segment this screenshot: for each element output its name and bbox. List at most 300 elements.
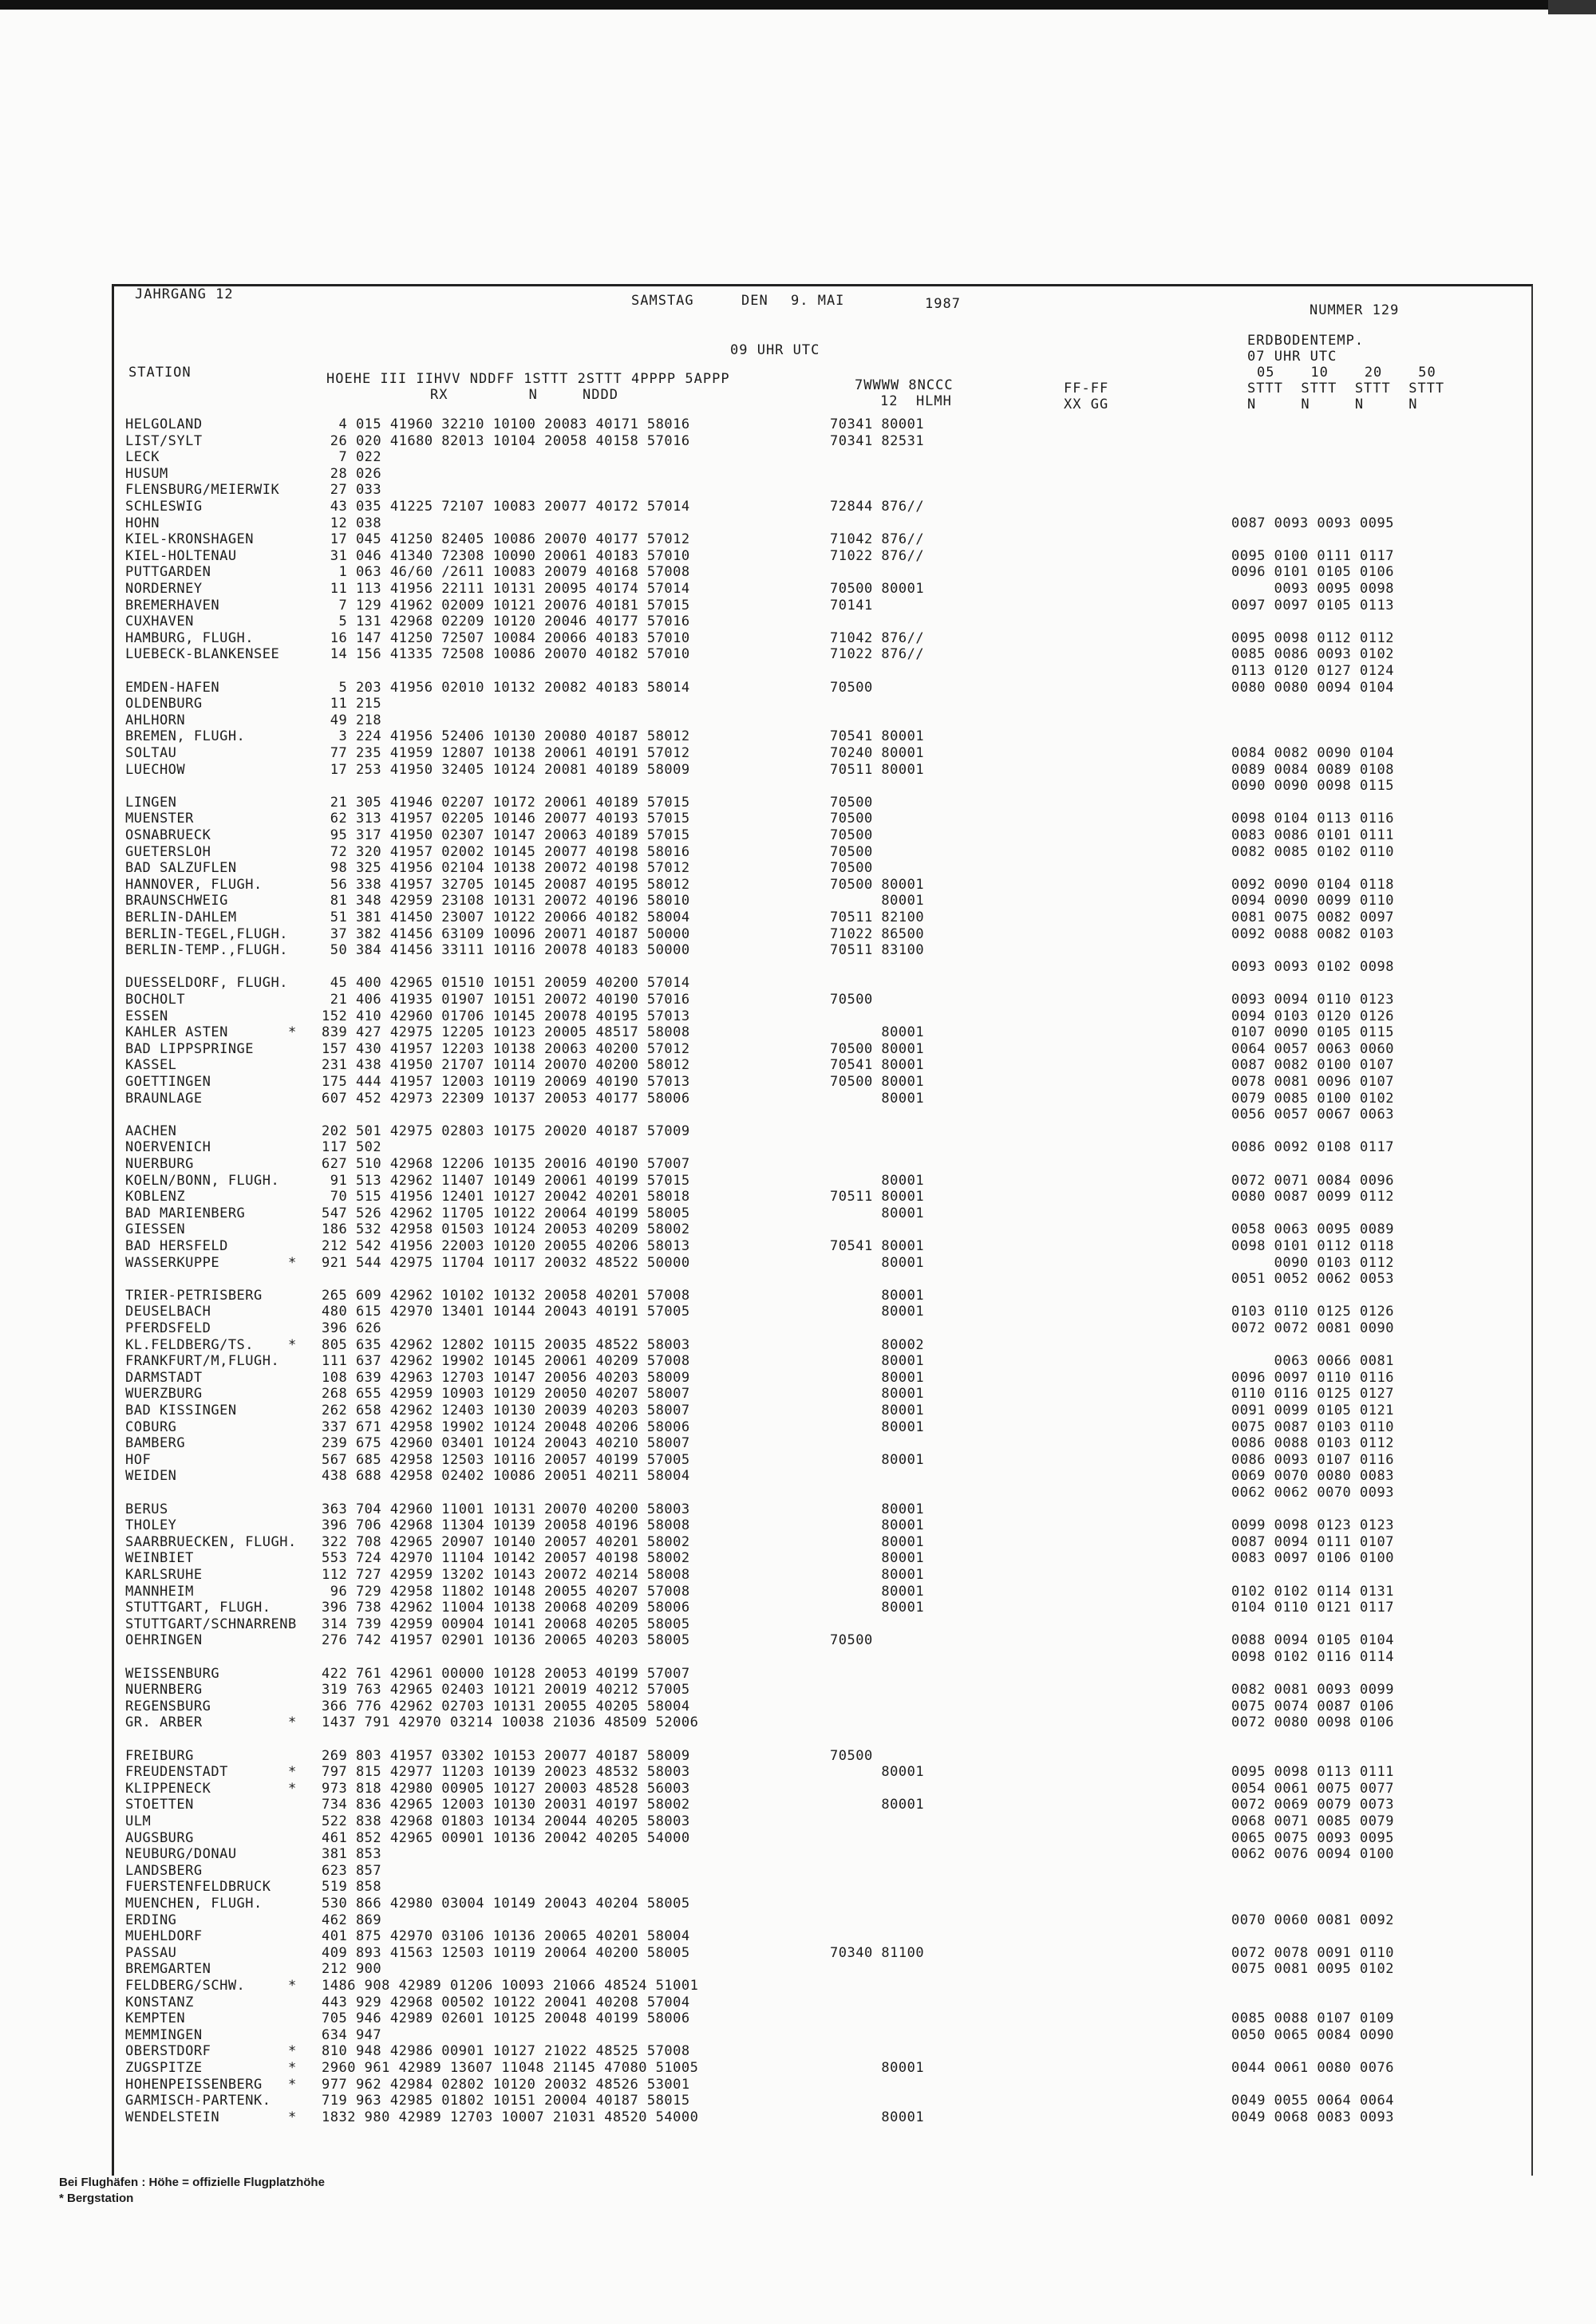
soil-temperature-values: 0072 0071 0084 0096 bbox=[1231, 1172, 1394, 1189]
measurement-columns: HOEHE III IIHVV NDDFF 1STTT 2STTT 4PPPP 5APPP bbox=[326, 371, 730, 387]
soil-temperature-values: 0082 0085 0102 0110 bbox=[1231, 843, 1394, 860]
station-name: SAARBRUECKEN, FLUGH. bbox=[125, 1533, 297, 1550]
soil-temperature-values: 0049 0068 0083 0093 bbox=[1231, 2109, 1394, 2125]
soil-temp-n: N N N N bbox=[1247, 397, 1418, 412]
station-name: FLENSBURG/MEIERWIK bbox=[125, 482, 280, 499]
soil-temperature-values: 0093 0095 0098 bbox=[1231, 581, 1394, 597]
station-name: LUEBECK-BLANKENSEE bbox=[125, 646, 280, 663]
cloud-values: 80001 bbox=[830, 1451, 925, 1468]
cloud-values: 70511 80001 bbox=[830, 1189, 925, 1205]
synop-values: 77 235 41959 12807 10138 20061 40191 57012 bbox=[322, 745, 690, 761]
synop-values: 1486 908 42989 01206 10093 21066 48524 51001 bbox=[322, 1978, 699, 1994]
synop-values: 319 763 42965 02403 10121 20019 40212 57005 bbox=[322, 1682, 690, 1699]
station-name: HOF bbox=[125, 1451, 152, 1468]
station-name: MANNHEIM bbox=[125, 1583, 194, 1600]
synop-values: 1832 980 42989 12703 10007 21031 48520 54000 bbox=[322, 2109, 699, 2125]
station-name: KL.FELDBERG/TS. bbox=[125, 1336, 255, 1353]
synop-values: 14 156 41335 72508 10086 20070 40182 57010 bbox=[322, 646, 690, 663]
station-name: BAD HERSFELD bbox=[125, 1238, 228, 1254]
cloud-values: 80001 bbox=[830, 893, 925, 909]
cloud-columns-sub: 12 HLMH bbox=[880, 393, 952, 409]
station-name: LUECHOW bbox=[125, 761, 186, 778]
soil-temperature-values: 0104 0110 0121 0117 bbox=[1231, 1600, 1394, 1616]
soil-temp-time: 07 UHR UTC bbox=[1247, 349, 1337, 365]
cloud-values: 80001 bbox=[830, 1304, 925, 1320]
cloud-values: 80001 bbox=[830, 1205, 925, 1221]
station-name: KOELN/BONN, FLUGH. bbox=[125, 1172, 280, 1189]
soil-temperature-values: 0093 0094 0110 0123 bbox=[1231, 992, 1394, 1008]
station-name: ESSEN bbox=[125, 1008, 168, 1024]
soil-temperature-values: 0075 0087 0103 0110 bbox=[1231, 1418, 1394, 1435]
cloud-values: 80001 bbox=[830, 2060, 925, 2076]
synop-values: 5 131 42968 02209 10120 20046 40177 57016 bbox=[322, 614, 690, 630]
station-name: WENDELSTEIN bbox=[125, 2109, 220, 2125]
cloud-values: 70541 80001 bbox=[830, 1238, 925, 1254]
station-name: STOETTEN bbox=[125, 1797, 194, 1813]
station-name: ULM bbox=[125, 1813, 152, 1829]
synop-values: 396 626 bbox=[322, 1320, 382, 1336]
soil-temperature-values: 0085 0086 0093 0102 bbox=[1231, 646, 1394, 663]
cloud-values: 70541 80001 bbox=[830, 728, 925, 745]
soil-temperature-values: 0050 0065 0084 0090 bbox=[1231, 2026, 1394, 2043]
mountain-marker: * bbox=[288, 1780, 297, 1797]
station-name: BAD KISSINGEN bbox=[125, 1403, 237, 1418]
synop-values: 839 427 42975 12205 10123 20005 48517 58008 bbox=[322, 1024, 690, 1041]
synop-values: 1437 791 42970 03214 10038 21036 48509 52006 bbox=[322, 1714, 699, 1731]
station-name: DEUSELBACH bbox=[125, 1304, 211, 1320]
synop-values: 4 015 41960 32210 10100 20083 40171 58016 bbox=[322, 416, 690, 432]
cloud-values: 70511 83100 bbox=[830, 942, 925, 959]
synop-values: 112 727 42959 13202 10143 20072 40214 58008 bbox=[322, 1567, 690, 1583]
synop-values: 62 313 41957 02205 10146 20077 40193 57015 bbox=[322, 811, 690, 827]
synop-values: 26 020 41680 82013 10104 20058 40158 57016 bbox=[322, 432, 690, 449]
cloud-values: 80001 bbox=[830, 1567, 925, 1583]
synop-values: 381 853 bbox=[322, 1846, 382, 1863]
station-column-label: STATION bbox=[128, 365, 192, 381]
wind-gust-columns-sub: XX GG bbox=[1064, 397, 1109, 412]
synop-values: 269 803 41957 03302 10153 20077 40187 58009 bbox=[322, 1747, 690, 1764]
cloud-values: 80001 bbox=[830, 1550, 925, 1567]
synop-values: 108 639 42963 12703 10147 20056 40203 58009 bbox=[322, 1369, 690, 1386]
soil-temperature-values: 0078 0081 0096 0107 bbox=[1231, 1074, 1394, 1090]
synop-values: 268 655 42959 10903 10129 20050 40207 58007 bbox=[322, 1386, 690, 1403]
synop-values: 21 305 41946 02207 10172 20061 40189 57015 bbox=[322, 794, 690, 811]
soil-temp-title: ERDBODENTEMP. bbox=[1247, 333, 1365, 349]
station-name: NEUBURG/DONAU bbox=[125, 1846, 237, 1863]
synop-values: 396 706 42968 11304 10139 20058 40196 58008 bbox=[322, 1517, 690, 1534]
synop-values: 461 852 42965 00901 10136 20042 40205 54000 bbox=[322, 1829, 690, 1846]
soil-temperature-values: 0086 0088 0103 0112 bbox=[1231, 1435, 1394, 1452]
synop-values: 276 742 41957 02901 10136 20065 40203 58005 bbox=[322, 1632, 690, 1649]
soil-temperature-values: 0058 0063 0095 0089 bbox=[1231, 1221, 1394, 1238]
synop-values: 49 218 bbox=[322, 712, 382, 728]
synop-values: 91 513 42962 11407 10149 20061 40199 57015 bbox=[322, 1172, 690, 1189]
station-name: STUTTGART, FLUGH. bbox=[125, 1600, 271, 1616]
wind-gust-columns: FF-FF bbox=[1064, 381, 1109, 397]
synop-values: 530 866 42980 03004 10149 20043 40204 58005 bbox=[322, 1896, 690, 1912]
soil-temperature-values: 0092 0090 0104 0118 bbox=[1231, 876, 1394, 893]
station-name: MEMMINGEN bbox=[125, 2026, 203, 2043]
soil-temperature-values: 0107 0090 0105 0115 bbox=[1231, 1024, 1394, 1041]
soil-temperature-values: 0063 0066 0081 bbox=[1231, 1353, 1394, 1370]
cloud-values: 70500 bbox=[830, 860, 873, 877]
station-name: BRAUNSCHWEIG bbox=[125, 893, 228, 909]
soil-temperature-values: 0096 0097 0110 0116 bbox=[1231, 1369, 1394, 1386]
soil-temp-depths: 05 10 20 50 bbox=[1257, 365, 1436, 381]
cloud-values: 71042 876// bbox=[830, 531, 925, 548]
soil-temperature-values: 0069 0070 0080 0083 bbox=[1231, 1468, 1394, 1485]
station-name: SCHLESWIG bbox=[125, 499, 203, 515]
cloud-values: 70500 bbox=[830, 679, 873, 696]
soil-temperature-values: 0064 0057 0063 0060 bbox=[1231, 1040, 1394, 1057]
soil-temperature-values: 0087 0093 0093 0095 bbox=[1231, 515, 1394, 531]
footer-mountain-note: * Bergstation bbox=[59, 2192, 134, 2205]
synop-values: 438 688 42958 02402 10086 20051 40211 58004 bbox=[322, 1468, 690, 1485]
cloud-values: 71022 876// bbox=[830, 646, 925, 663]
soil-temperature-values: 0082 0081 0093 0099 bbox=[1231, 1682, 1394, 1699]
cloud-values: 80001 bbox=[830, 1533, 925, 1550]
soil-temperature-values: 0095 0098 0113 0111 bbox=[1231, 1764, 1394, 1781]
synop-values: 921 544 42975 11704 10117 20032 48522 50000 bbox=[322, 1254, 690, 1271]
station-name: GOETTINGEN bbox=[125, 1074, 211, 1090]
cloud-values: 70500 bbox=[830, 794, 873, 811]
synop-values: 265 609 42962 10102 10132 20058 40201 57008 bbox=[322, 1287, 690, 1304]
station-name: ERDING bbox=[125, 1912, 177, 1928]
station-name: GR. ARBER bbox=[125, 1714, 203, 1731]
station-name: WASSERKUPPE bbox=[125, 1254, 220, 1271]
synop-values: 17 045 41250 82405 10086 20070 40177 57012 bbox=[322, 531, 690, 548]
station-name: WEISSENBURG bbox=[125, 1665, 220, 1682]
cloud-values: 72844 876// bbox=[830, 499, 925, 515]
station-name: BAMBERG bbox=[125, 1435, 186, 1452]
soil-temperature-values: 0062 0076 0094 0100 bbox=[1231, 1846, 1394, 1863]
soil-temperature-values: 0056 0057 0067 0063 bbox=[1231, 1107, 1394, 1123]
cloud-values: 70500 bbox=[830, 827, 873, 843]
issue-number: NUMMER 129 bbox=[1310, 302, 1400, 318]
synop-values: 519 858 bbox=[322, 1879, 382, 1896]
station-name: GUETERSLOH bbox=[125, 843, 211, 860]
cloud-values: 70500 bbox=[830, 992, 873, 1008]
station-name: KLIPPENECK bbox=[125, 1780, 211, 1797]
station-name: KIEL-KRONSHAGEN bbox=[125, 531, 255, 548]
cloud-columns: 7WWWW 8NCCC bbox=[855, 377, 954, 393]
synop-values: 2960 961 42989 13607 11048 21145 47080 51005 bbox=[322, 2060, 699, 2076]
date: 9. MAI bbox=[791, 293, 845, 309]
station-name: MUENSTER bbox=[125, 811, 194, 827]
jahrgang: JAHRGANG 12 bbox=[135, 286, 234, 302]
synop-values: 805 635 42962 12802 10115 20035 48522 58003 bbox=[322, 1336, 690, 1353]
station-name: GARMISCH-PARTENK. bbox=[125, 2093, 271, 2109]
synop-values: 7 022 bbox=[322, 449, 382, 466]
cloud-values: 80001 bbox=[830, 1024, 925, 1041]
synop-values: 705 946 42989 02601 10125 20048 40199 58006 bbox=[322, 2010, 690, 2027]
cloud-values: 70500 80001 bbox=[830, 1074, 925, 1090]
soil-temperature-values: 0110 0116 0125 0127 bbox=[1231, 1386, 1394, 1403]
soil-temperature-values: 0090 0103 0112 bbox=[1231, 1254, 1394, 1271]
synop-values: 262 658 42962 12403 10130 20039 40203 58007 bbox=[322, 1403, 690, 1418]
station-name: MUEHLDORF bbox=[125, 1928, 203, 1945]
cloud-values: 70240 80001 bbox=[830, 745, 925, 761]
soil-temperature-values: 0097 0097 0105 0113 bbox=[1231, 597, 1394, 614]
mountain-marker: * bbox=[288, 1024, 297, 1041]
cloud-values: 80001 bbox=[830, 1369, 925, 1386]
soil-temperature-values: 0098 0102 0116 0114 bbox=[1231, 1649, 1394, 1665]
synop-values: 98 325 41956 02104 10138 20072 40198 57012 bbox=[322, 860, 690, 877]
cloud-values: 80001 bbox=[830, 1418, 925, 1435]
station-name: PUTTGARDEN bbox=[125, 564, 211, 581]
synop-values: 45 400 42965 01510 10151 20059 40200 57014 bbox=[322, 975, 690, 992]
soil-temperature-values: 0065 0075 0093 0095 bbox=[1231, 1829, 1394, 1846]
synop-values: 239 675 42960 03401 10124 20043 40210 58007 bbox=[322, 1435, 690, 1452]
station-name: BOCHOLT bbox=[125, 992, 186, 1008]
synop-values: 553 724 42970 11104 10142 20057 40198 58002 bbox=[322, 1550, 690, 1567]
soil-temperature-values: 0072 0078 0091 0110 bbox=[1231, 1944, 1394, 1961]
station-name: AHLHORN bbox=[125, 712, 186, 728]
footer-airport-note: Bei Flughäfen : Höhe = offizielle Flugplatzhöhe bbox=[59, 2176, 325, 2189]
soil-temp-stt: STTT STTT STTT STTT bbox=[1247, 381, 1445, 397]
soil-temperature-values: 0095 0100 0111 0117 bbox=[1231, 547, 1394, 564]
station-name: LANDSBERG bbox=[125, 1862, 203, 1879]
soil-temperature-values: 0049 0055 0064 0064 bbox=[1231, 2093, 1394, 2109]
cloud-values: 80002 bbox=[830, 1336, 925, 1353]
synop-values: 70 515 41956 12401 10127 20042 40201 58018 bbox=[322, 1189, 690, 1205]
synop-values: 734 836 42965 12003 10130 20031 40197 58002 bbox=[322, 1797, 690, 1813]
soil-temperature-values: 0088 0094 0105 0104 bbox=[1231, 1632, 1394, 1649]
synop-values: 522 838 42968 01803 10134 20044 40205 58003 bbox=[322, 1813, 690, 1829]
soil-temperature-values: 0098 0101 0112 0118 bbox=[1231, 1238, 1394, 1254]
soil-temperature-values: 0090 0090 0098 0115 bbox=[1231, 778, 1394, 795]
synop-values: 50 384 41456 33111 10116 20078 40183 50000 bbox=[322, 942, 690, 959]
soil-temperature-values: 0062 0062 0070 0093 bbox=[1231, 1485, 1394, 1501]
cloud-values: 80001 bbox=[830, 1386, 925, 1403]
synop-values: 462 869 bbox=[322, 1912, 382, 1928]
cloud-values: 80001 bbox=[830, 1353, 925, 1370]
mountain-marker: * bbox=[288, 1978, 297, 1994]
station-name: OBERSTDORF bbox=[125, 2043, 211, 2060]
station-name: BERLIN-TEMP.,FLUGH. bbox=[125, 942, 288, 959]
station-name: WEIDEN bbox=[125, 1468, 177, 1485]
observation-time: 09 UHR UTC bbox=[730, 342, 820, 358]
station-name: AACHEN bbox=[125, 1123, 177, 1139]
soil-temperature-values: 0098 0104 0113 0116 bbox=[1231, 811, 1394, 827]
cloud-values: 80001 bbox=[830, 1403, 925, 1418]
station-name: KARLSRUHE bbox=[125, 1567, 203, 1583]
soil-temperature-values: 0081 0075 0082 0097 bbox=[1231, 909, 1394, 925]
station-name: COBURG bbox=[125, 1418, 177, 1435]
soil-temperature-values: 0089 0084 0089 0108 bbox=[1231, 761, 1394, 778]
synop-values: 43 035 41225 72107 10083 20077 40172 57014 bbox=[322, 499, 690, 515]
synop-values: 409 893 41563 12503 10119 20064 40200 58005 bbox=[322, 1944, 690, 1961]
station-name: BREMERHAVEN bbox=[125, 597, 220, 614]
station-name: KOBLENZ bbox=[125, 1189, 186, 1205]
cloud-values: 71022 876// bbox=[830, 547, 925, 564]
mountain-marker: * bbox=[288, 1336, 297, 1353]
station-name: HOHENPEISSENBERG bbox=[125, 2076, 263, 2093]
station-name: FREIBURG bbox=[125, 1747, 194, 1764]
synop-values: 401 875 42970 03106 10136 20065 40201 58004 bbox=[322, 1928, 690, 1945]
station-name: FREUDENSTADT bbox=[125, 1764, 228, 1781]
soil-temperature-values: 0095 0098 0112 0112 bbox=[1231, 629, 1394, 646]
synop-values: 186 532 42958 01503 10124 20053 40209 58002 bbox=[322, 1221, 690, 1238]
station-name: FRANKFURT/M,FLUGH. bbox=[125, 1353, 280, 1370]
station-name: BRAUNLAGE bbox=[125, 1090, 203, 1107]
station-name: KEMPTEN bbox=[125, 2010, 186, 2027]
soil-temperature-values: 0083 0097 0106 0100 bbox=[1231, 1550, 1394, 1567]
station-name: FUERSTENFELDBRUCK bbox=[125, 1879, 271, 1896]
soil-temperature-values: 0070 0060 0081 0092 bbox=[1231, 1912, 1394, 1928]
synop-values: 72 320 41957 02002 10145 20077 40198 58016 bbox=[322, 843, 690, 860]
station-name: BAD SALZUFLEN bbox=[125, 860, 237, 877]
synop-values: 111 637 42962 19902 10145 20061 40209 57008 bbox=[322, 1353, 690, 1370]
station-name: KAHLER ASTEN bbox=[125, 1024, 228, 1041]
soil-temperature-values: 0054 0061 0075 0077 bbox=[1231, 1780, 1394, 1797]
cloud-values: 70500 bbox=[830, 843, 873, 860]
soil-temperature-values: 0103 0110 0125 0126 bbox=[1231, 1304, 1394, 1320]
station-name: HANNOVER, FLUGH. bbox=[125, 876, 263, 893]
synop-values: 627 510 42968 12206 10135 20016 40190 57007 bbox=[322, 1156, 690, 1172]
mountain-marker: * bbox=[288, 1764, 297, 1781]
cloud-values: 70500 bbox=[830, 1632, 873, 1649]
synop-values: 422 761 42961 00000 10128 20053 40199 57007 bbox=[322, 1665, 690, 1682]
station-name: HAMBURG, FLUGH. bbox=[125, 629, 255, 646]
soil-temperature-values: 0075 0074 0087 0106 bbox=[1231, 1698, 1394, 1714]
synop-values: 1 063 46/60 /2611 10083 20079 40168 57008 bbox=[322, 564, 690, 581]
synop-values: 973 818 42980 00905 10127 20003 48528 56003 bbox=[322, 1780, 690, 1797]
station-name: EMDEN-HAFEN bbox=[125, 679, 220, 696]
synop-values: 719 963 42985 01802 10151 20004 40187 58015 bbox=[322, 2093, 690, 2109]
synop-values: 157 430 41957 12203 10138 20063 40200 57012 bbox=[322, 1040, 690, 1057]
station-name: DARMSTADT bbox=[125, 1369, 203, 1386]
soil-temperature-values: 0080 0087 0099 0112 bbox=[1231, 1189, 1394, 1205]
soil-temperature-values: 0113 0120 0127 0124 bbox=[1231, 663, 1394, 679]
cloud-values: 70500 80001 bbox=[830, 1040, 925, 1057]
cloud-values: 80001 bbox=[830, 1583, 925, 1600]
station-name: LIST/SYLT bbox=[125, 432, 203, 449]
cloud-values: 70500 bbox=[830, 1747, 873, 1764]
soil-temperature-values: 0072 0072 0081 0090 bbox=[1231, 1320, 1394, 1336]
mountain-marker: * bbox=[288, 2076, 297, 2093]
mountain-marker: * bbox=[288, 1714, 297, 1731]
soil-temperature-values: 0044 0061 0080 0076 bbox=[1231, 2060, 1394, 2076]
soil-temperature-values: 0092 0088 0082 0103 bbox=[1231, 925, 1394, 942]
soil-temperature-values: 0099 0098 0123 0123 bbox=[1231, 1517, 1394, 1534]
synop-values: 314 739 42959 00904 10141 20068 40205 58005 bbox=[322, 1616, 690, 1632]
synop-values: 11 215 bbox=[322, 696, 382, 712]
cloud-values: 70341 80001 bbox=[830, 416, 925, 432]
mountain-marker: * bbox=[288, 1254, 297, 1271]
station-name: CUXHAVEN bbox=[125, 614, 194, 630]
station-name: AUGSBURG bbox=[125, 1829, 194, 1846]
cloud-values: 70500 80001 bbox=[830, 581, 925, 597]
station-name: SOLTAU bbox=[125, 745, 177, 761]
synop-values: 607 452 42973 22309 10137 20053 40177 58006 bbox=[322, 1090, 690, 1107]
station-name: FELDBERG/SCHW. bbox=[125, 1978, 246, 1994]
soil-temperature-values: 0084 0082 0090 0104 bbox=[1231, 745, 1394, 761]
scan-edge bbox=[0, 0, 1596, 10]
cloud-values: 80001 bbox=[830, 1764, 925, 1781]
station-name: KIEL-HOLTENAU bbox=[125, 547, 237, 564]
cloud-values: 70141 bbox=[830, 597, 873, 614]
synop-values: 117 502 bbox=[322, 1139, 382, 1156]
cloud-values: 70541 80001 bbox=[830, 1057, 925, 1074]
cloud-values: 70341 82531 bbox=[830, 432, 925, 449]
synop-values: 231 438 41950 21707 10114 20070 40200 58012 bbox=[322, 1057, 690, 1074]
station-name: HOHN bbox=[125, 515, 160, 531]
station-name: BAD MARIENBERG bbox=[125, 1205, 246, 1221]
cloud-values: 70511 80001 bbox=[830, 761, 925, 778]
synop-values: 977 962 42984 02802 10120 20032 48526 53001 bbox=[322, 2076, 690, 2093]
soil-temperature-values: 0051 0052 0062 0053 bbox=[1231, 1271, 1394, 1288]
station-name: BREMGARTEN bbox=[125, 1961, 211, 1978]
station-name: BREMEN, FLUGH. bbox=[125, 728, 246, 745]
soil-temperature-values: 0072 0080 0098 0106 bbox=[1231, 1714, 1394, 1731]
station-name: DUESSELDORF, FLUGH. bbox=[125, 975, 288, 992]
synop-values: 480 615 42970 13401 10144 20043 40191 57005 bbox=[322, 1304, 690, 1320]
station-name: GIESSEN bbox=[125, 1221, 186, 1238]
station-name: HUSUM bbox=[125, 465, 168, 482]
synop-values: 21 406 41935 01907 10151 20072 40190 57016 bbox=[322, 992, 690, 1008]
synop-values: 443 929 42968 00502 10122 20041 40208 57004 bbox=[322, 1994, 690, 2010]
synop-values: 27 033 bbox=[322, 482, 382, 499]
station-name: WUERZBURG bbox=[125, 1386, 203, 1403]
synop-values: 366 776 42962 02703 10131 20055 40205 58004 bbox=[322, 1698, 690, 1714]
soil-temperature-values: 0094 0103 0120 0126 bbox=[1231, 1008, 1394, 1024]
soil-temperature-values: 0087 0082 0100 0107 bbox=[1231, 1057, 1394, 1074]
cloud-values: 80001 bbox=[830, 1090, 925, 1107]
station-name: KONSTANZ bbox=[125, 1994, 194, 2010]
soil-temperature-values: 0085 0088 0107 0109 bbox=[1231, 2010, 1394, 2027]
soil-temperature-values: 0087 0094 0111 0107 bbox=[1231, 1533, 1394, 1550]
station-name: KASSEL bbox=[125, 1057, 177, 1074]
station-name: OSNABRUECK bbox=[125, 827, 211, 843]
synop-values: 28 026 bbox=[322, 465, 382, 482]
station-name: PFERDSFELD bbox=[125, 1320, 211, 1336]
station-name: WEINBIET bbox=[125, 1550, 194, 1567]
station-name: HELGOLAND bbox=[125, 416, 203, 432]
station-name: BAD LIPPSPRINGE bbox=[125, 1040, 255, 1057]
synop-values: 363 704 42960 11001 10131 20070 40200 58003 bbox=[322, 1501, 690, 1517]
soil-temperature-values: 0086 0092 0108 0117 bbox=[1231, 1139, 1394, 1156]
station-name: BERLIN-DAHLEM bbox=[125, 909, 237, 925]
cloud-values: 70500 80001 bbox=[830, 876, 925, 893]
soil-temperature-values: 0068 0071 0085 0079 bbox=[1231, 1813, 1394, 1829]
soil-temperature-values: 0091 0099 0105 0121 bbox=[1231, 1403, 1394, 1418]
synop-values: 31 046 41340 72308 10090 20061 40183 57010 bbox=[322, 547, 690, 564]
cloud-values: 70340 81100 bbox=[830, 1944, 925, 1961]
report-sheet bbox=[112, 284, 1533, 2176]
cloud-values: 80001 bbox=[830, 1600, 925, 1616]
synop-values: 152 410 42960 01706 10145 20078 40195 57013 bbox=[322, 1008, 690, 1024]
station-name: STUTTGART/SCHNARRENB bbox=[125, 1616, 297, 1632]
station-name: LINGEN bbox=[125, 794, 177, 811]
station-name: REGENSBURG bbox=[125, 1698, 211, 1714]
station-name: OLDENBURG bbox=[125, 696, 203, 712]
synop-values: 16 147 41250 72507 10084 20066 40183 57010 bbox=[322, 629, 690, 646]
cloud-values: 71042 876// bbox=[830, 629, 925, 646]
soil-temperature-values: 0096 0101 0105 0106 bbox=[1231, 564, 1394, 581]
cloud-values: 80001 bbox=[830, 1172, 925, 1189]
station-name: NUERBURG bbox=[125, 1156, 194, 1172]
mountain-marker: * bbox=[288, 2060, 297, 2076]
synop-values: 623 857 bbox=[322, 1862, 382, 1879]
synop-values: 810 948 42986 00901 10127 21022 48525 57008 bbox=[322, 2043, 690, 2060]
den-label: DEN bbox=[741, 293, 768, 309]
soil-temperature-values: 0093 0093 0102 0098 bbox=[1231, 958, 1394, 975]
soil-temperature-values: 0086 0093 0107 0116 bbox=[1231, 1451, 1394, 1468]
station-name: PASSAU bbox=[125, 1944, 177, 1961]
cloud-values: 80001 bbox=[830, 2109, 925, 2125]
synop-values: 322 708 42965 20907 10140 20057 40201 58002 bbox=[322, 1533, 690, 1550]
